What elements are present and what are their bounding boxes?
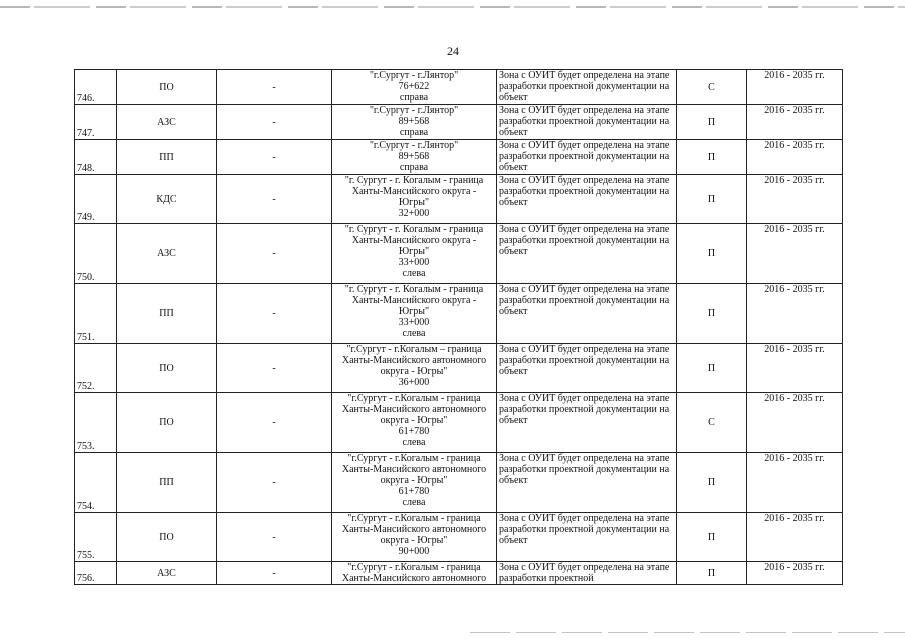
category-cell: С xyxy=(677,70,747,105)
location-line: справа xyxy=(399,162,429,173)
zone-description-cell: Зона с ОУИТ будет определена на этапе разработки проектной документации на объект xyxy=(497,344,677,393)
row-number-cell: 747. xyxy=(75,105,117,140)
location-line: "г.Сургут - г.Когалым – граница xyxy=(346,344,482,355)
location-line: 61+780 xyxy=(398,426,430,437)
location-line: "г.Сургут - г.Лянтор" xyxy=(369,140,459,151)
table-row xyxy=(75,562,843,585)
location-line: "г. Сургут - г. Когалым - граница xyxy=(344,284,484,295)
table-row xyxy=(75,453,843,513)
location-line: 89+568 xyxy=(398,151,430,162)
period-cell: 2016 - 2035 гг. xyxy=(747,105,843,140)
location-line: Ханты-Мансийского автономного xyxy=(341,464,487,475)
empty-dash-cell: - xyxy=(217,105,332,140)
zone-description-cell: Зона с ОУИТ будет определена на этапе разработки проектной документации на объект xyxy=(497,393,677,453)
category-cell: П xyxy=(677,562,747,585)
period-cell: 2016 - 2035 гг. xyxy=(747,513,843,562)
period-cell: 2016 - 2035 гг. xyxy=(747,393,843,453)
empty-dash-cell: - xyxy=(217,393,332,453)
empty-dash-cell: - xyxy=(217,513,332,562)
period-cell: 2016 - 2035 гг. xyxy=(747,453,843,513)
location-line: Ханты-Мансийского округа - xyxy=(351,295,477,306)
object-type-cell: ПО xyxy=(117,344,217,393)
scan-edge-bottom xyxy=(470,632,905,633)
location-line: Югры" xyxy=(398,306,430,317)
object-type-cell: КДС xyxy=(117,175,217,224)
location-line: слева xyxy=(402,497,426,508)
location-cell xyxy=(332,344,497,393)
location-cell xyxy=(332,175,497,224)
period-cell: 2016 - 2035 гг. xyxy=(747,284,843,344)
location-cell xyxy=(332,513,497,562)
location-line: слева xyxy=(402,328,426,339)
empty-dash-cell: - xyxy=(217,284,332,344)
empty-dash-cell: - xyxy=(217,344,332,393)
empty-dash-cell: - xyxy=(217,562,332,585)
location-line: "г.Сургут - г.Когалым - граница xyxy=(347,513,481,524)
location-line: 76+622 xyxy=(398,81,430,92)
objects-table xyxy=(74,69,843,585)
location-line: Ханты-Мансийского автономного xyxy=(341,355,487,366)
location-line: округа - Югры" xyxy=(380,535,448,546)
location-line: Ханты-Мансийского автономного xyxy=(341,404,487,415)
category-cell: С xyxy=(677,393,747,453)
location-line: справа xyxy=(399,92,429,103)
category-cell: П xyxy=(677,513,747,562)
location-line: 36+000 xyxy=(398,377,430,388)
period-cell: 2016 - 2035 гг. xyxy=(747,70,843,105)
scan-edge-top xyxy=(0,6,905,8)
period-cell: 2016 - 2035 гг. xyxy=(747,562,843,585)
category-cell: П xyxy=(677,224,747,284)
table-body xyxy=(75,70,843,585)
row-number-cell: 752. xyxy=(75,344,117,393)
row-number-cell: 746. xyxy=(75,70,117,105)
table-row xyxy=(75,175,843,224)
location-line: слева xyxy=(402,268,426,279)
table-row xyxy=(75,224,843,284)
table-row xyxy=(75,70,843,105)
location-line: округа - Югры" xyxy=(380,415,448,426)
location-line: 33+000 xyxy=(398,257,430,268)
page-number: 24 xyxy=(447,44,459,58)
location-line: "г.Сургут - г.Когалым - граница xyxy=(347,393,481,404)
location-line: справа xyxy=(399,127,429,138)
location-line: 90+000 xyxy=(398,546,430,557)
empty-dash-cell: - xyxy=(217,224,332,284)
category-cell: П xyxy=(677,453,747,513)
location-line: 61+780 xyxy=(398,486,430,497)
location-line: Ханты-Мансийского округа - xyxy=(351,186,477,197)
row-number-cell: 756. xyxy=(75,562,117,585)
row-number-cell: 750. xyxy=(75,224,117,284)
location-cell xyxy=(332,453,497,513)
row-number-cell: 749. xyxy=(75,175,117,224)
location-line: Ханты-Мансийского автономного xyxy=(341,524,487,535)
row-number-cell: 754. xyxy=(75,453,117,513)
table-row xyxy=(75,140,843,175)
object-type-cell: ПО xyxy=(117,70,217,105)
location-line: округа - Югры" xyxy=(380,475,448,486)
location-cell xyxy=(332,70,497,105)
zone-description-cell: Зона с ОУИТ будет определена на этапе разработки проектной документации на объект xyxy=(497,175,677,224)
empty-dash-cell: - xyxy=(217,70,332,105)
object-type-cell: АЗС xyxy=(117,105,217,140)
zone-description-cell: Зона с ОУИТ будет определена на этапе разработки проектной xyxy=(497,562,677,585)
location-line: "г. Сургут - г. Когалым - граница xyxy=(344,224,484,235)
location-cell xyxy=(332,393,497,453)
table-row xyxy=(75,284,843,344)
category-cell: П xyxy=(677,175,747,224)
table-row xyxy=(75,513,843,562)
location-line: 89+568 xyxy=(398,116,430,127)
location-line: "г.Сургут - г.Когалым - граница xyxy=(347,453,481,464)
location-cell xyxy=(332,105,497,140)
location-line: Югры" xyxy=(398,246,430,257)
object-type-cell: ПП xyxy=(117,140,217,175)
object-type-cell: ПО xyxy=(117,393,217,453)
location-line: Ханты-Мансийского округа - xyxy=(351,235,477,246)
row-number-cell: 748. xyxy=(75,140,117,175)
zone-description-cell: Зона с ОУИТ будет определена на этапе разработки проектной документации на объект xyxy=(497,284,677,344)
object-type-cell: ПП xyxy=(117,284,217,344)
category-cell: П xyxy=(677,344,747,393)
location-line: "г. Сургут - г. Когалым - граница xyxy=(344,175,484,186)
period-cell: 2016 - 2035 гг. xyxy=(747,140,843,175)
table-row xyxy=(75,344,843,393)
period-cell: 2016 - 2035 гг. xyxy=(747,344,843,393)
category-cell: П xyxy=(677,105,747,140)
object-type-cell: ПО xyxy=(117,513,217,562)
empty-dash-cell: - xyxy=(217,453,332,513)
location-cell xyxy=(332,140,497,175)
row-number-cell: 751. xyxy=(75,284,117,344)
location-cell xyxy=(332,562,497,585)
empty-dash-cell: - xyxy=(217,140,332,175)
zone-description-cell: Зона с ОУИТ будет определена на этапе разработки проектной документации на объект xyxy=(497,513,677,562)
zone-description-cell: Зона с ОУИТ будет определена на этапе разработки проектной документации на объект xyxy=(497,453,677,513)
zone-description-cell: Зона с ОУИТ будет определена на этапе разработки проектной документации на объект xyxy=(497,70,677,105)
zone-description-cell: Зона с ОУИТ будет определена на этапе разработки проектной документации на объект xyxy=(497,140,677,175)
object-type-cell: АЗС xyxy=(117,562,217,585)
location-cell xyxy=(332,224,497,284)
location-line: Югры" xyxy=(398,197,430,208)
location-line: слева xyxy=(402,437,426,448)
location-line: Ханты-Мансийского автономного xyxy=(341,573,487,584)
zone-description-cell: Зона с ОУИТ будет определена на этапе разработки проектной документации на объект xyxy=(497,224,677,284)
zone-description-cell: Зона с ОУИТ будет определена на этапе разработки проектной документации на объект xyxy=(497,105,677,140)
table-row xyxy=(75,105,843,140)
row-number-cell: 755. xyxy=(75,513,117,562)
row-number-cell: 753. xyxy=(75,393,117,453)
location-line: округа - Югры" xyxy=(380,366,448,377)
object-type-cell: ПП xyxy=(117,453,217,513)
category-cell: П xyxy=(677,140,747,175)
location-cell xyxy=(332,284,497,344)
period-cell: 2016 - 2035 гг. xyxy=(747,224,843,284)
period-cell: 2016 - 2035 гг. xyxy=(747,175,843,224)
location-line: 32+000 xyxy=(398,208,430,219)
object-type-cell: АЗС xyxy=(117,224,217,284)
location-line: "г.Сургут - г.Лянтор" xyxy=(369,70,459,81)
location-line: "г.Сургут - г.Когалым - граница xyxy=(347,562,481,573)
table-row xyxy=(75,393,843,453)
category-cell: П xyxy=(677,284,747,344)
location-line: "г.Сургут - г.Лянтор" xyxy=(369,105,459,116)
location-line: 33+000 xyxy=(398,317,430,328)
empty-dash-cell: - xyxy=(217,175,332,224)
